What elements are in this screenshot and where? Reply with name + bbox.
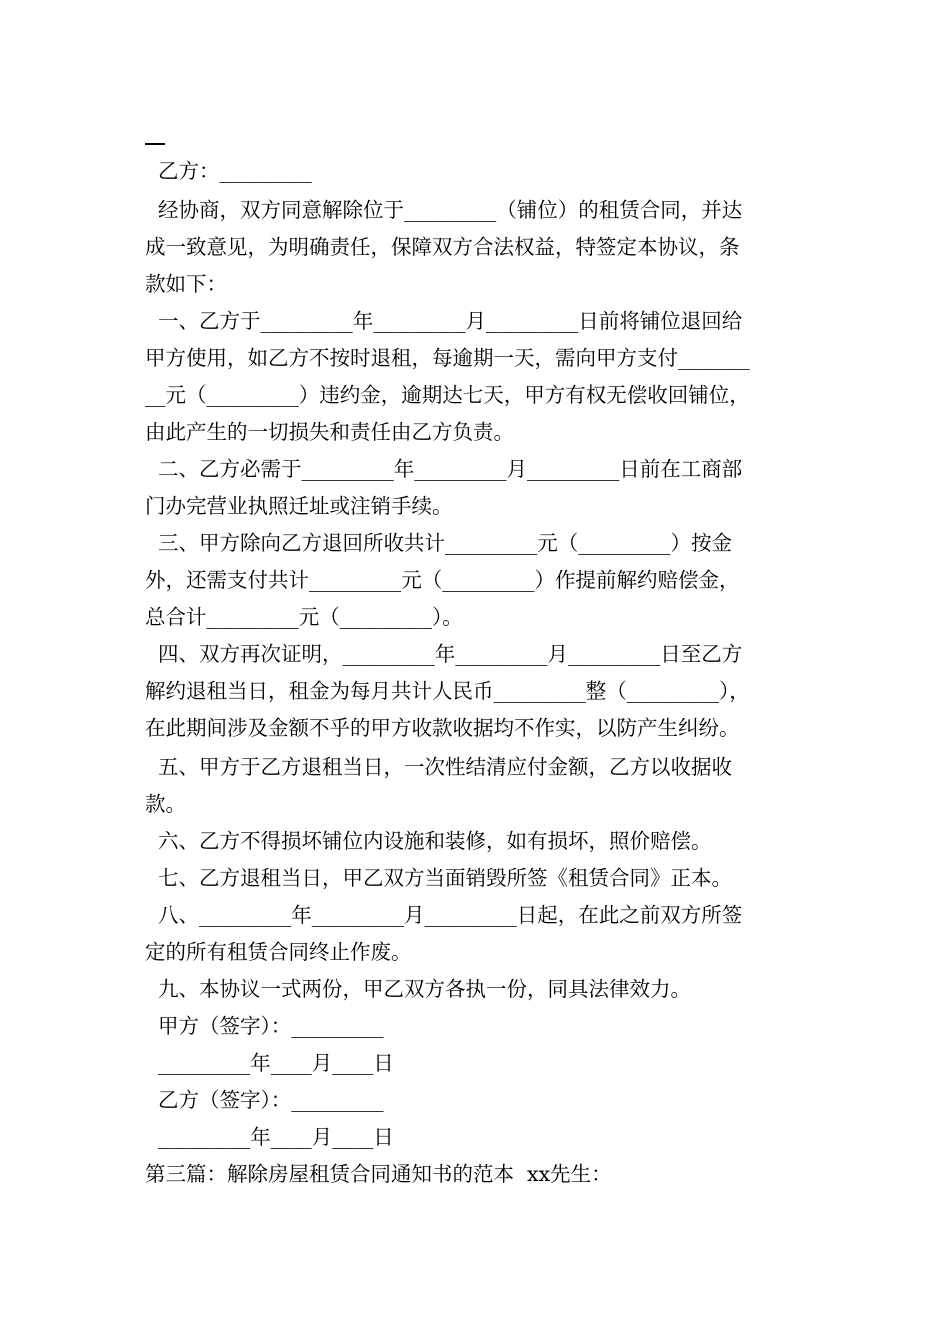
clause-4-line: 解约退租当日，租金为每月共计人民币_________整（_________）， (145, 679, 750, 703)
signature-a-line: 甲方（签字）：_________ (145, 1014, 384, 1038)
clause-4-line: 四、双方再次证明，_________年_________月_________日至乙方 (145, 642, 743, 666)
clause-3-line: 总合计_________元（_________）。 (145, 605, 463, 629)
clause-4-line: 在此期间涉及金额不乎的甲方收款收据均不作实，以防产生纠纷。 (145, 716, 740, 740)
clause-5-line: 五、甲方于乙方退租当日，一次性结清应付金额，乙方以收据收 (145, 755, 733, 779)
signature-b-line: 乙方（签字）：_________ (145, 1088, 384, 1112)
date-b-line: _________年____月____日 (145, 1125, 394, 1149)
clause-1-line: 由此产生的一切损失和责任由乙方负责。 (145, 420, 514, 444)
clause-7-line: 七、乙方退租当日，甲乙双方当面销毁所签《租赁合同》正本。 (145, 866, 733, 890)
clause-9-line: 九、本协议一式两份，甲乙双方各执一份，同具法律效力。 (145, 977, 692, 1001)
intro-line: 经协商，双方同意解除位于_________（铺位）的租赁合同，并达 (145, 198, 743, 222)
clause-5-line: 款。 (145, 792, 186, 816)
clause-3-line: 三、甲方除向乙方退回所收共计_________元（_________）按金 (145, 531, 733, 555)
date-a-line: _________年____月____日 (145, 1051, 394, 1075)
party-b-line: 乙方：_________ (145, 159, 312, 183)
intro-line: 成一致意见，为明确责任，保障双方合法权益，特签定本协议，条 (145, 235, 740, 259)
leading-dash (145, 143, 165, 145)
clause-2-line: 二、乙方必需于_________年_________月_________日前在工商部 (145, 457, 743, 481)
clause-8-line: 八、_________年_________月_________日起，在此之前双方所签 (145, 903, 743, 927)
clause-8-line: 定的所有租赁合同终止作废。 (145, 940, 412, 964)
intro-line: 款如下： (145, 272, 227, 296)
clause-1-line: 甲方使用，如乙方不按时退租，每逾期一天，需向甲方支付_______ (145, 346, 750, 370)
next-section-title: 第三篇：解除房屋租赁合同通知书的范本 xx先生： (145, 1162, 612, 1186)
clause-6-line: 六、乙方不得损坏铺位内设施和装修，如有损坏，照价赔偿。 (145, 829, 712, 853)
clause-2-line: 门办完营业执照迁址或注销手续。 (145, 494, 453, 518)
clause-1-line: 一、乙方于_________年_________月_________日前将铺位退回给 (145, 309, 743, 333)
clause-3-line: 外，还需支付共计_________元（_________）作提前解约赔偿金， (145, 568, 740, 592)
clause-1-line: __元（_________）违约金，逾期达七天，甲方有权无偿收回铺位， (145, 383, 750, 407)
